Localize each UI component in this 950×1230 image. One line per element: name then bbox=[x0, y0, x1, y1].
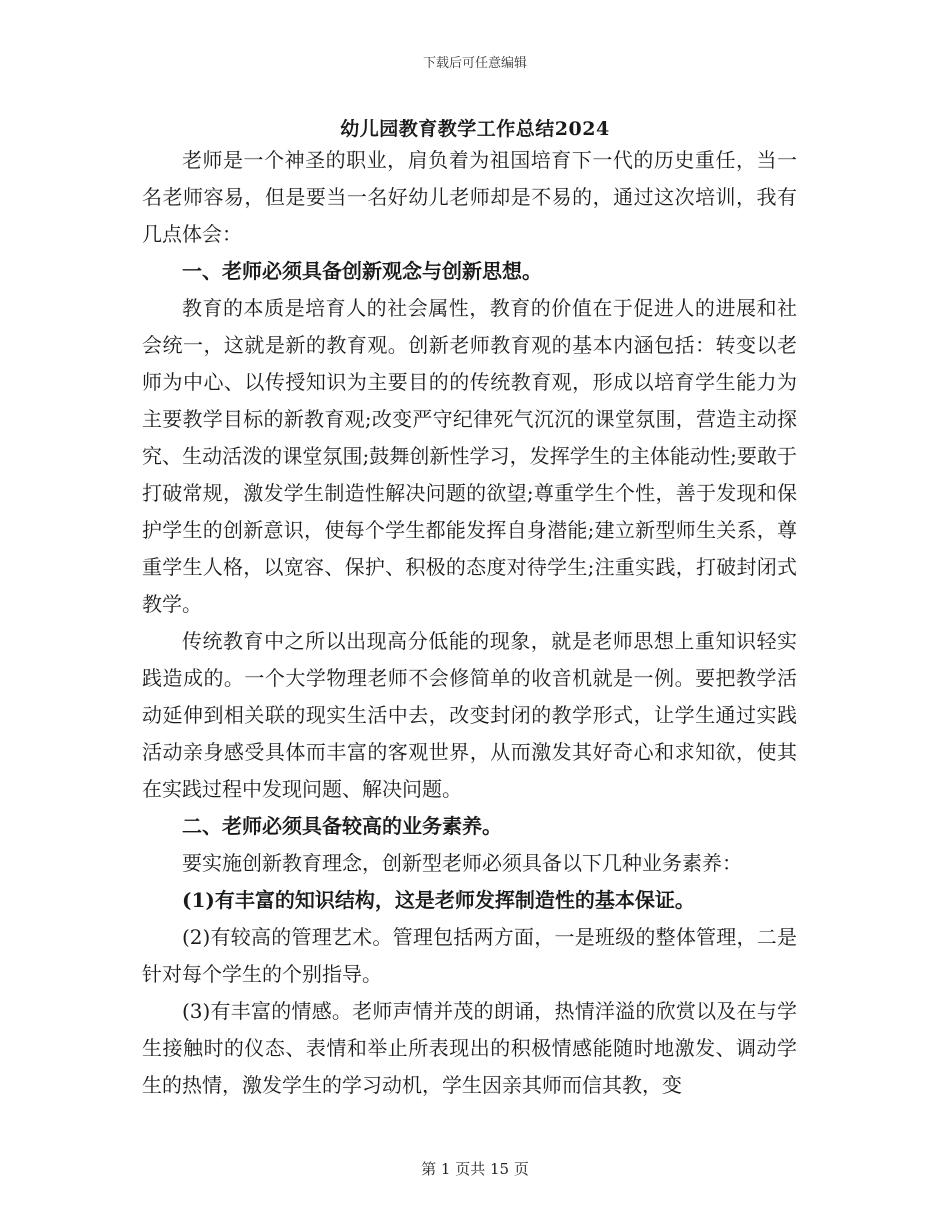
section-heading-1: 一、老师必须具备创新观念与创新思想。 bbox=[182, 259, 542, 283]
list-item-3: (3)有丰富的情感。老师声情并茂的朗诵，热情洋溢的欣赏以及在与学生接触时的仪态、表情和举止所表现出的积极情感能随时地激发、调动学生的热情，激发学生的学习动机，学生因亲其师而信其教，变 bbox=[142, 999, 797, 1097]
document-body bbox=[142, 142, 797, 1104]
document-title: 幼儿园教育教学工作总结2024 bbox=[340, 118, 610, 140]
paragraph: 要实施创新教育理念，创新型老师必须具备以下几种业务素养： bbox=[182, 851, 742, 875]
list-item-1-bold: (1)有丰富的知识结构，这是老师发挥制造性的基本保证。 bbox=[182, 888, 695, 912]
list-item-2: (2)有较高的管理艺术。管理包括两方面，一是班级的整体管理，二是针对每个学生的个别指导。 bbox=[142, 925, 797, 986]
paragraph-intro: 老师是一个神圣的职业，肩负着为祖国培育下一代的历史重任，当一名老师容易，但是要当一名好幼儿老师却是不易的，通过这次培训，我有几点体会： bbox=[142, 148, 797, 246]
paragraph: 教育的本质是培育人的社会属性，教育的价值在于促进人的进展和社会统一，这就是新的教育观。创新老师教育观的基本内涵包括：转变以老师为中心、以传授知识为主要目的的传统教育观，形成以培育学生能力为主要教学目标的新教育观;改变严守纪律死气沉沉的课堂氛围，营造主动探究、生动活泼的课堂氛围;鼓舞创新性学习，发挥学生的主体能动性;要敢于打破常规，激发学生制造性解决问题的欲望;尊重学生个性，善于发现和保护学生的创新意识，使每个学生都能发挥自身潜能;建立新型师生关系，尊重学生人格，以宽容、保护、积极的态度对待学生;注重实践，打破封闭式教学。 bbox=[142, 296, 797, 616]
section-heading-2: 二、老师必须具备较高的业务素养。 bbox=[182, 814, 502, 838]
page-number-footer: 第 1 页共 15 页 bbox=[421, 1160, 529, 1178]
header-note: 下载后可任意编辑 bbox=[422, 56, 527, 71]
paragraph: 传统教育中之所以出现高分低能的现象，就是老师思想上重知识轻实践造成的。一个大学物理老师不会修简单的收音机就是一例。要把教学活动延伸到相关联的现实生活中去，改变封闭的教学形式，让学生通过实践活动亲身感受具体而丰富的客观世界，从而激发其好奇心和求知欲，使其在实践过程中发现问题、解决问题。 bbox=[142, 629, 797, 801]
